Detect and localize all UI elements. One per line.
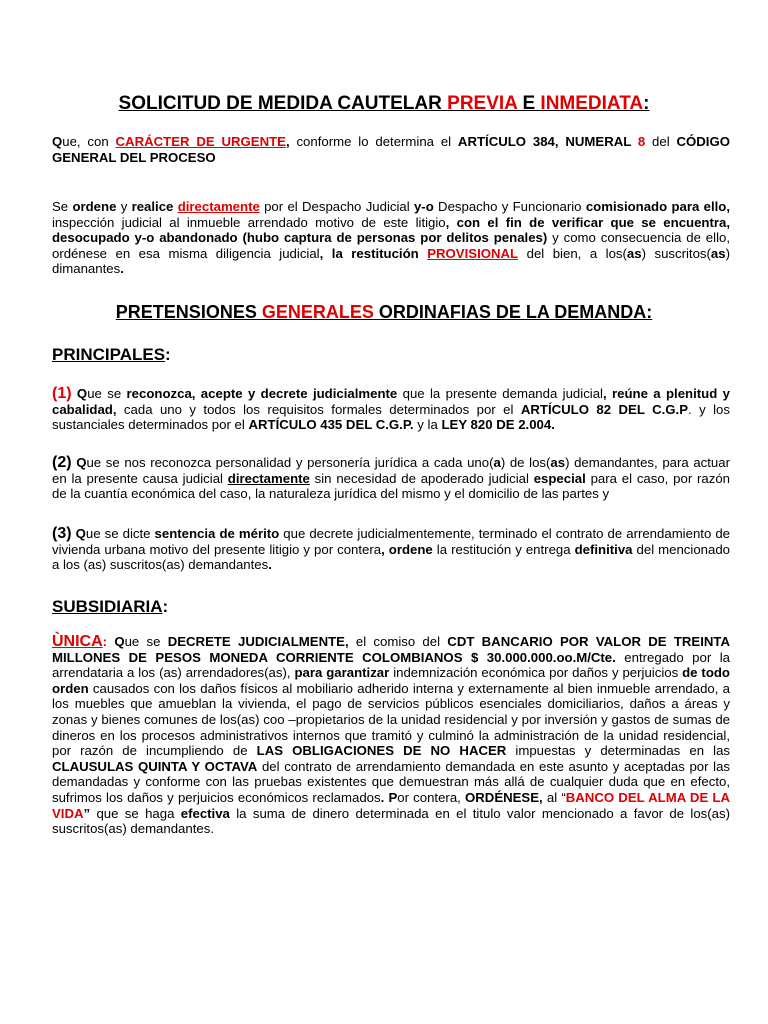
item-number: (1) — [52, 385, 72, 402]
pretension-item-2: (2) Que se nos reconozca personalidad y personería jurídica a cada uno(a) de los(as) demandantes, para actuar en la presente causa judicial directamente sin necesidad de apoderado judicial especial para el caso, por razón de la cuantía económica del caso, la naturaleza jurídica del mismo y el domicilio de las partes y — [52, 454, 730, 502]
title-text: SOLICITUD DE MEDIDA CAUTELAR — [118, 93, 448, 114]
pretension-item-3: (3) Que se dicte sentencia de mérito que decrete judicialmentemente, terminado el contrato de arrendamiento de vivienda urbana motivo del presente litigio y por contera, ordene la restitución y entrega definitiva del mencionado a los (as) suscritos(as) demandantes. — [52, 525, 731, 573]
title-text: E — [517, 93, 541, 114]
pretension-item-1: (1) Que se reconozca, acepte y decrete judicialmente que la presente demanda judicial, reúne a plenitud y cabalidad, cada uno y todos los requisitos formales determinados por el ARTÍCULO 82 DEL C.G.P. y los sustanciales determinados por el ARTÍCULO 435 DEL C.G.P. y la LEY 820 DE 2.004. — [52, 385, 730, 433]
unica-paragraph: ÙNICA: Que se DECRETE JUDICIALMENTE, el comiso del CDT BANCARIO POR VALOR DE TREINTA MILLONES DE PESOS MONEDA CORRIENTE COLOMBIANOS $ 30.000.000.oo.M/Cte. entregado por la arrendataria a los (as) arrendadores(as), para garantizar indemnización económica por daños y perjuicios de todo orden causados con los daños físicos al mobiliario adherido interna y externamente al bien inmueble arrendado, a los muebles que amueblan la vivienda, el pago de servicios públicos esenciales domiciliarios, daños a áreas y zonas y bienes comunes de los(as) coo –propietarios de la unidad residencial y por inversión y gastos de sumas de dineros en los procesos administrativos internos que tramitó y culminó la administración de la unidad residencial, por razón de incumpliendo de LAS OBLIGACIONES DE NO HACER impuestas y determinadas en las CLAUSULAS QUINTA Y OCTAVA del contrato de arrendamiento demandada en este asunto y aceptadas por las demandadas y conforme con las pruebas existentes que demuestran más allá de cualquier duda que en efecto, sufrimos los daños y perjuicios económicos reclamados. Por contera, ORDÉNESE, al “BANCO DEL ALMA DE LA VIDA” que se haga efectiva la suma de dinero determinada en el titulo valor mencionado a favor de los(as) suscritos(as) demandantes. — [52, 633, 731, 837]
principales-heading: PRINCIPALES: — [52, 345, 171, 364]
unica-label: ÙNICA — [52, 633, 103, 650]
intro-paragraph: Que, con CARÁCTER DE URGENTE, conforme lo determina el ARTÍCULO 384, NUMERAL 8 del CÓDIGO GENERAL DEL PROCESO — [52, 134, 730, 165]
title-colon: : — [643, 93, 650, 114]
subsidiaria-heading: SUBSIDIARIA: — [52, 597, 169, 616]
item-number: (3) — [52, 525, 72, 542]
title-inmediata: INMEDIATA — [540, 93, 644, 114]
medida-paragraph: Se ordene y realice directamente por el Despacho Judicial y-o Despacho y Funcionario comisionado para ello, inspección judicial al inmueble arrendado motivo de este litigio, con el fin de verificar que se encuentra, desocupado y-o abandonado (hubo captura de personas por delitos penales) y como consecuencia de ello, ordénese en esa misma diligencia judicial, la restitución PROVISIONAL del bien, a los(as) suscritos(as) dimanantes. — [52, 199, 730, 277]
pretensiones-heading: PRETENSIONES GENERALES ORDINAFIAS DE LA DEMANDA: — [115, 302, 653, 322]
item-number: (2) — [52, 454, 72, 471]
title-previa: PREVIA — [447, 93, 518, 114]
document-title — [0, 93, 768, 115]
